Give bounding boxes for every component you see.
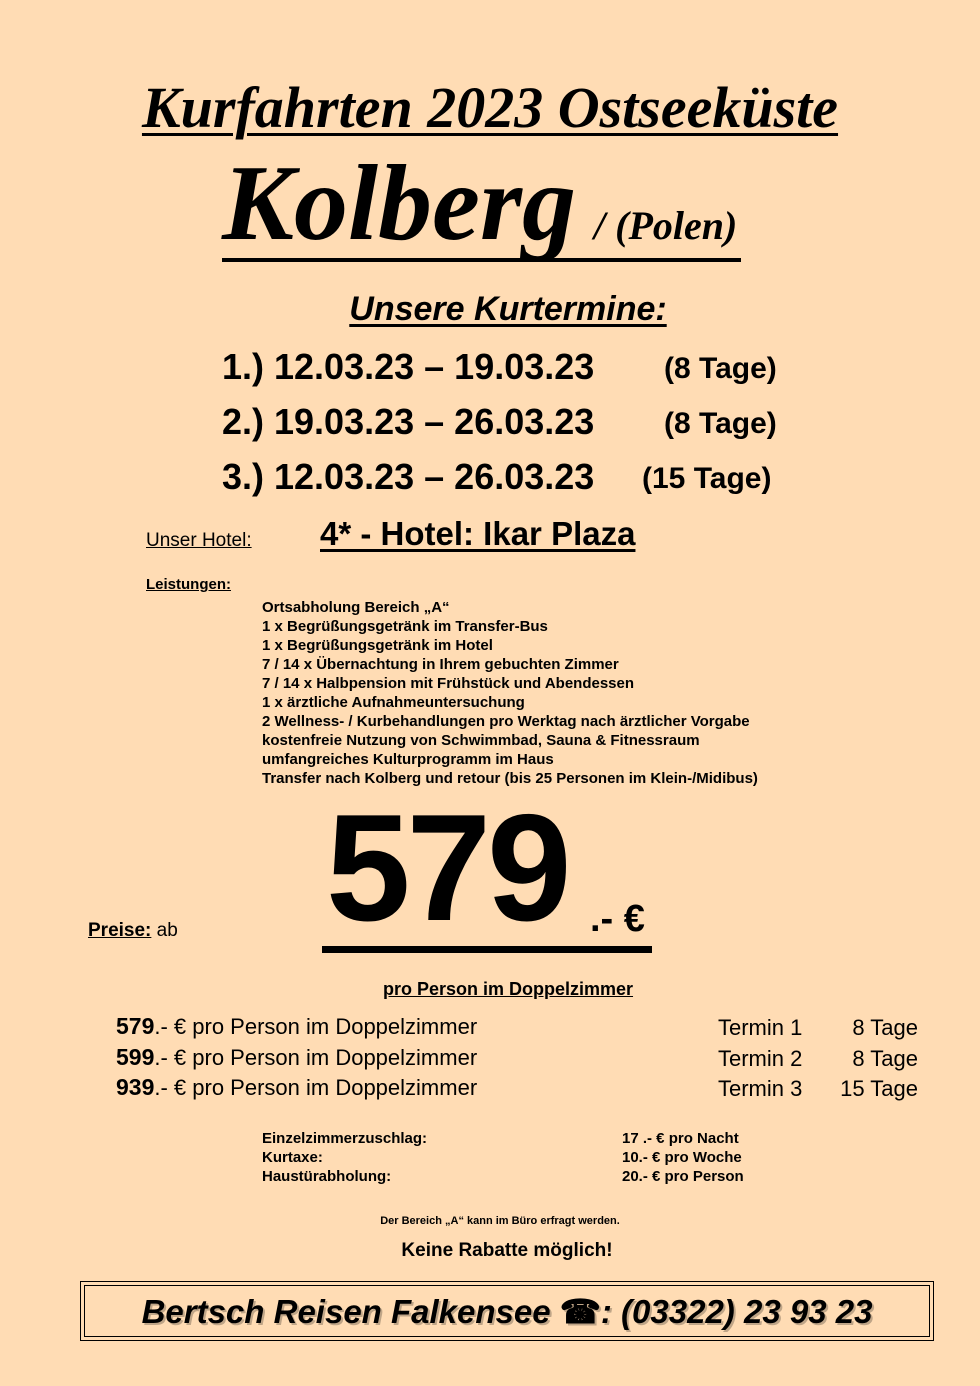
country-name: / (Polen) [594, 203, 738, 248]
extra-label: Kurtaxe: [262, 1149, 323, 1166]
price-amount: 579 [116, 1013, 155, 1039]
extra-value: 17 .- € pro Nacht [622, 1130, 739, 1147]
termin-item-3 [222, 456, 772, 498]
hotel-name: 4* - Hotel: Ikar Plaza [320, 515, 636, 552]
city-line [222, 144, 741, 263]
price-amount: 599 [116, 1044, 155, 1070]
termin-dates: 3.) 12.03.23 – 26.03.23 [222, 456, 595, 497]
termin-dates: 1.) 12.03.23 – 19.03.23 [222, 346, 595, 387]
termin-duration: (8 Tage) [664, 352, 777, 385]
extra-value: 20.- € pro Person [622, 1168, 744, 1185]
termin-duration: (15 Tage) [642, 462, 772, 495]
leistungen-label: Leistungen: [146, 576, 231, 593]
big-price [322, 783, 652, 953]
termin-duration: (8 Tage) [664, 407, 777, 440]
list-item: Ortsabholung Bereich „A“ [262, 599, 450, 616]
city-name: Kolberg [222, 144, 577, 263]
termine-title: Unsere Kurtermine: [349, 290, 667, 328]
price-row [116, 1074, 477, 1101]
footer-contact-box [84, 1285, 930, 1337]
big-price-amount: 579 [326, 783, 568, 953]
footer-text [85, 1292, 929, 1331]
list-item: 7 / 14 x Übernachtung in Ihrem gebuchten Zimmer [262, 656, 619, 673]
termin-dates: 2.) 19.03.23 – 26.03.23 [222, 401, 595, 442]
note-text: Der Bereich „A“ kann im Büro erfragt werden. [380, 1215, 620, 1227]
list-item: 7 / 14 x Halbpension mit Frühstück und Abendessen [262, 675, 635, 692]
big-price-suffix: .- € [590, 898, 645, 940]
leistungen-list [262, 598, 758, 788]
price-termin: Termin 1 [718, 1015, 803, 1040]
price-subtitle: pro Person im Doppelzimmer [382, 979, 634, 999]
price-termin: Termin 3 [718, 1076, 803, 1101]
termin-item-1 [222, 346, 777, 388]
extra-label: Haustürabholung: [262, 1168, 392, 1185]
price-termin: Termin 2 [718, 1046, 803, 1071]
price-row [116, 1013, 477, 1040]
price-label-text: Preise: [88, 920, 152, 941]
extra-label: Einzelzimmerzuschlag: [262, 1130, 428, 1147]
price-tage: 8 Tage [852, 1015, 918, 1040]
list-item: 1 x Begrüßungsgetränk im Transfer-Bus [262, 618, 548, 635]
price-text: .- € pro Person im Doppelzimmer [154, 1014, 478, 1039]
price-amount: 939 [116, 1074, 155, 1100]
extra-value: 10.- € pro Woche [622, 1149, 742, 1166]
price-text: .- € pro Person im Doppelzimmer [154, 1075, 478, 1100]
price-tage: 15 Tage [840, 1076, 918, 1101]
headline: Kurfahrten 2023 Ostseeküste [141, 75, 839, 140]
price-ab: ab [156, 920, 178, 941]
list-item: 2 Wellness- / Kurbehandlungen pro Werktag nach ärztlicher Vorgabe [262, 713, 750, 730]
price-row [116, 1044, 477, 1071]
list-item: 1 x Begrüßungsgetränk im Hotel [262, 637, 493, 654]
price-text: .- € pro Person im Doppelzimmer [154, 1045, 478, 1070]
price-label [88, 920, 178, 942]
list-item: 1 x ärztliche Aufnahmeuntersuchung [262, 694, 525, 711]
hotel-label: Unser Hotel: [146, 530, 252, 551]
list-item: Transfer nach Kolberg und retour (bis 25 Personen im Klein-/Midibus) [262, 770, 758, 787]
list-item: kostenfreie Nutzung von Schwimmbad, Sauna & Fitnessraum [262, 732, 700, 749]
termin-item-2 [222, 401, 777, 443]
no-discount-text: Keine Rabatte möglich! [401, 1240, 613, 1261]
telephone-icon: ☎ [559, 1293, 601, 1330]
company-name: Bertsch Reisen Falkensee [141, 1293, 551, 1330]
list-item: umfangreiches Kulturprogramm im Haus [262, 751, 554, 768]
phone-number[interactable]: : (03322) 23 93 23 [600, 1293, 873, 1330]
price-tage: 8 Tage [852, 1046, 918, 1071]
